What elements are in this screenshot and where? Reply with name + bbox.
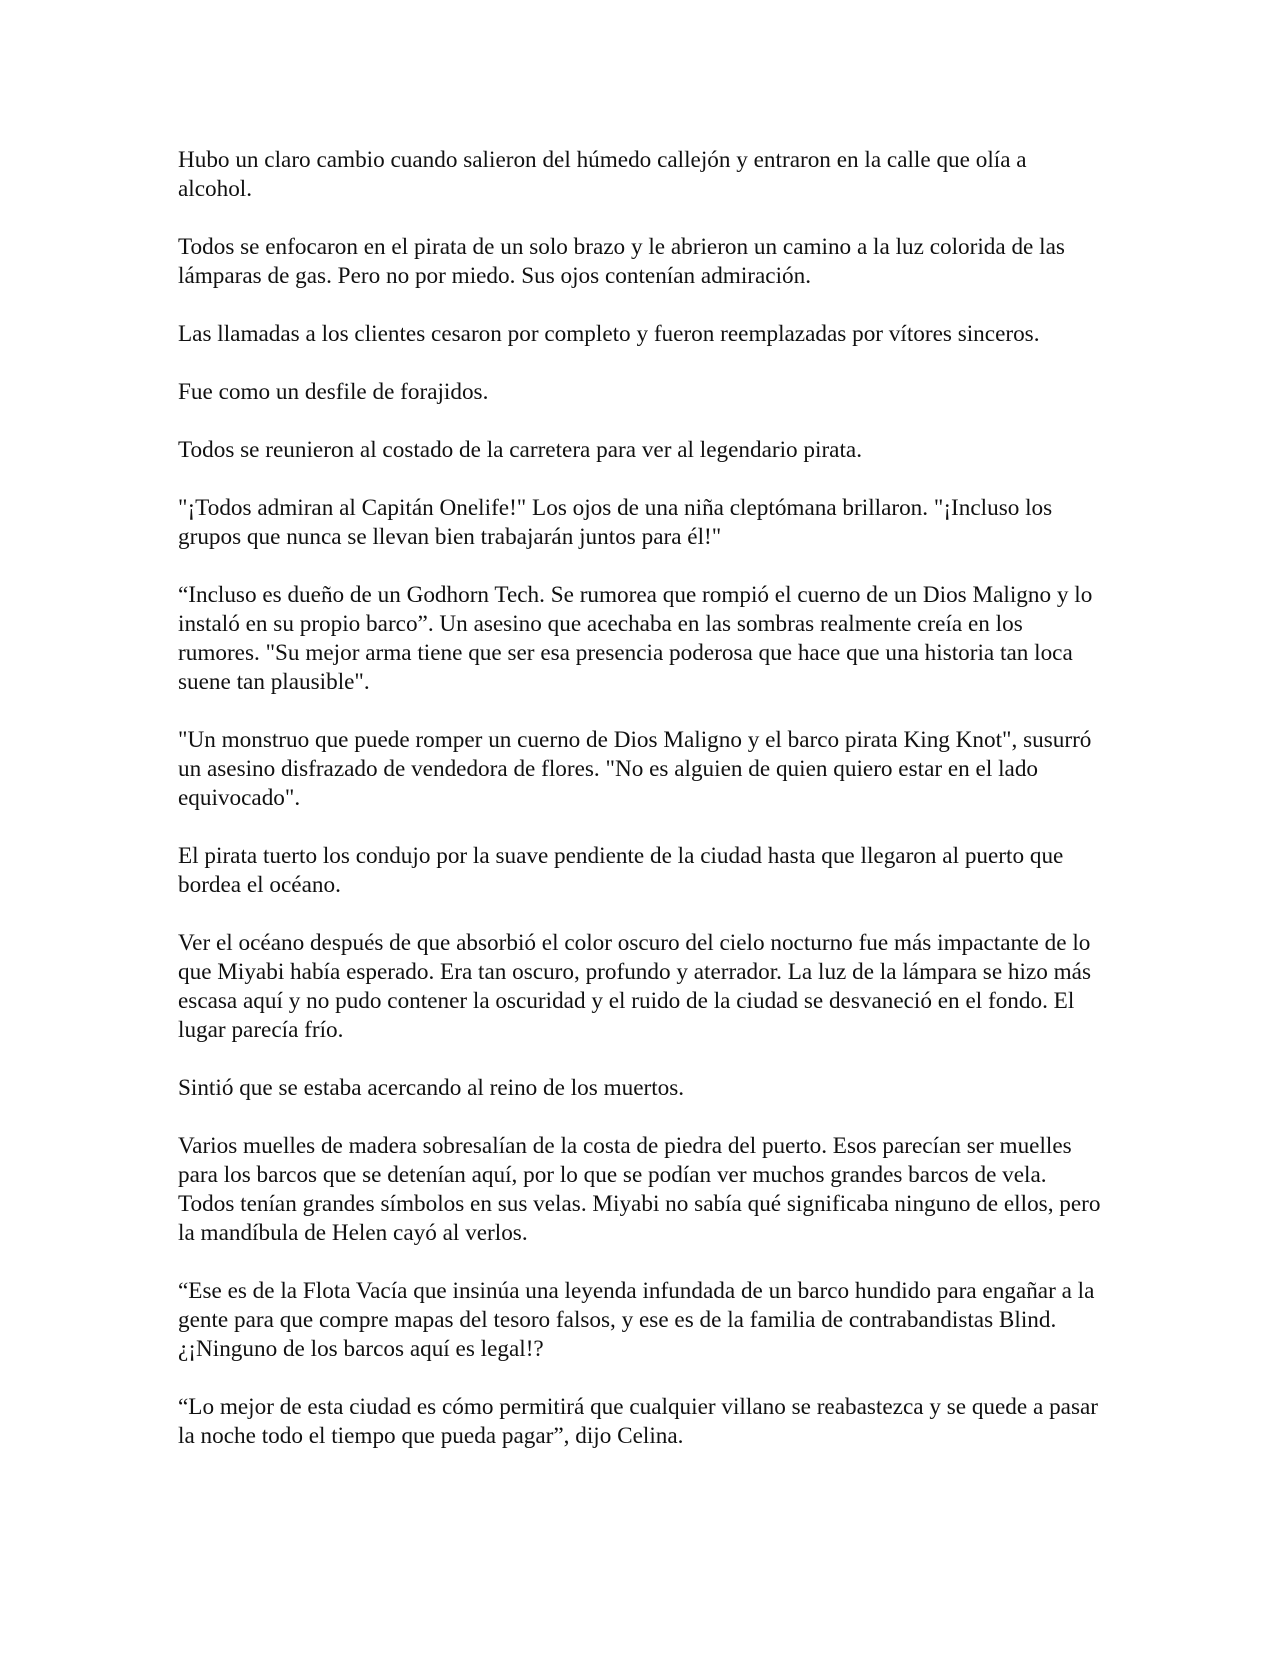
- paragraph: Varios muelles de madera sobresalían de la costa de piedra del puerto. Esos parecían ser muelles para los barcos que se detenían aquí, por lo que se podían ver muchos grandes barcos de vela. Todos tenían grandes símbolos en sus velas. Miyabi no sabía qué significaba ninguno de ellos, pero la mandíbula de Helen cayó al verlos.: [178, 1133, 1101, 1246]
- paragraph: "Un monstruo que puede romper un cuerno de Dios Maligno y el barco pirata King Knot", susurró un asesino disfrazado de vendedora de flores. "No es alguien de quien quiero estar en el lado equivocado".: [178, 727, 1092, 811]
- paragraph: "¡Todos admiran al Capitán Onelife!" Los ojos de una niña cleptómana brillaron. "¡Incluso los grupos que nunca se llevan bien trabajarán juntos para él!": [178, 495, 1053, 550]
- paragraph: Todos se enfocaron en el pirata de un solo brazo y le abrieron un camino a la luz colorida de las lámparas de gas. Pero no por miedo. Sus ojos contenían admiración.: [178, 234, 1065, 289]
- paragraph: “Incluso es dueño de un Godhorn Tech. Se rumorea que rompió el cuerno de un Dios Maligno y lo instaló en su propio barco”. Un asesino que acechaba en las sombras realmente creía en los rumores. "Su mejor arma tiene que ser esa presencia poderosa que hace que una historia tan loca suene tan plausible".: [178, 582, 1093, 695]
- paragraph: Todos se reunieron al costado de la carretera para ver al legendario pirata.: [178, 437, 862, 463]
- paragraph: “Ese es de la Flota Vacía que insinúa una leyenda infundada de un barco hundido para engañar a la gente para que compre mapas del tesoro falsos, y ese es de la familia de contrabandistas Blind. ¿¡Ninguno de los barcos aquí es legal!?: [178, 1278, 1095, 1362]
- paragraph: “Lo mejor de esta ciudad es cómo permitirá que cualquier villano se reabastezca y se quede a pasar la noche todo el tiempo que pueda pagar”, dijo Celina.: [178, 1394, 1099, 1449]
- paragraph: Fue como un desfile de forajidos.: [178, 379, 489, 405]
- paragraph: Sintió que se estaba acercando al reino de los muertos.: [178, 1075, 685, 1101]
- paragraph: El pirata tuerto los condujo por la suave pendiente de la ciudad hasta que llegaron al puerto que bordea el océano.: [178, 843, 1064, 898]
- paragraph: Ver el océano después de que absorbió el color oscuro del cielo nocturno fue más impactante de lo que Miyabi había esperado. Era tan oscuro, profundo y aterrador. La luz de la lámpara se hizo más escasa aquí y no pudo contener la oscuridad y el ruido de la ciudad se desvaneció en el fondo. El lugar parecía frío.: [178, 930, 1091, 1043]
- paragraph: Hubo un claro cambio cuando salieron del húmedo callejón y entraron en la calle que olía a alcohol.: [178, 147, 1027, 202]
- paragraph: Las llamadas a los clientes cesaron por completo y fueron reemplazadas por vítores sinceros.: [178, 321, 1040, 347]
- document-body: [178, 146, 1106, 1480]
